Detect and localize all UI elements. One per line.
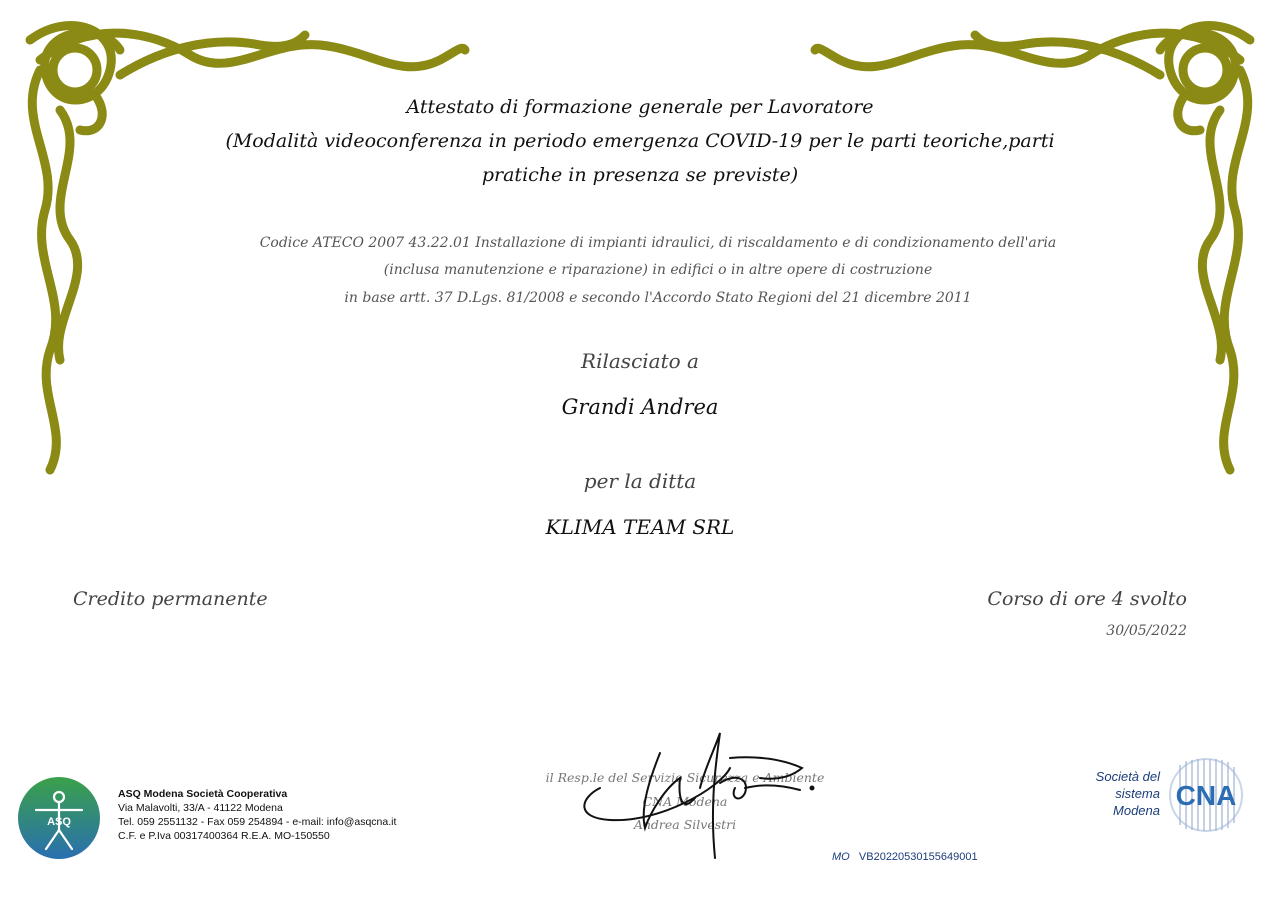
issuer-address: Via Malavolti, 33/A - 41122 Modena (118, 802, 283, 814)
company-name: KLIMA TEAM SRL (545, 515, 735, 539)
cna-line-3: Modena (1113, 803, 1160, 818)
issue-date: 30/05/2022 (1106, 623, 1187, 639)
certificate-title-line-3: pratiche in presenza se previste) (481, 164, 799, 186)
certificate-title-line-2: (Modalità videoconferenza in periodo emergenza COVID-19 per le parti teoriche,parti (225, 130, 1055, 152)
signer-organization: CNA Modena (642, 794, 728, 809)
signer-role: il Resp.le del Servizio Sicurezza e Ambiente (545, 770, 825, 785)
issuer-info (118, 787, 396, 843)
document-code-value: VB20220530155649001 (858, 851, 978, 863)
asq-logo-text: ASQ (47, 816, 71, 828)
certificate-title-line-1: Attestato di formazione generale per Lavoratore (406, 96, 874, 118)
company-label: per la ditta (583, 469, 697, 493)
issuer-name: ASQ Modena Società Cooperativa (118, 788, 288, 800)
cna-line-1: Società del (1095, 769, 1160, 784)
cna-text (1040, 768, 1160, 819)
ateco-line-3: in base artt. 37 D.Lgs. 81/2008 e secondo l'Accordo Stato Regioni del 21 dicembre 2011 (344, 290, 972, 306)
cna-line-2: sistema (1115, 786, 1160, 801)
cna-logo-text: CNA (1175, 780, 1237, 811)
course-hours: Corso di ore 4 svolto (987, 588, 1187, 610)
cna-logo-icon (1166, 755, 1246, 835)
recipient-name: Grandi Andrea (561, 395, 719, 419)
ateco-line-1: Codice ATECO 2007 43.22.01 Installazione di impianti idraulici, di riscaldamento e di condizionamento dell'aria (259, 235, 1057, 251)
signature-icon (570, 728, 820, 863)
asq-logo-icon (16, 775, 102, 861)
issuer-fiscal: C.F. e P.Iva 00317400364 R.E.A. MO-150550 (118, 830, 330, 842)
issuer-contacts: Tel. 059 2551132 - Fax 059 254894 - e-mail: info@asqcna.it (118, 816, 397, 828)
document-code-prefix: MO (832, 851, 850, 863)
document-code (832, 851, 978, 863)
ateco-line-2: (inclusa manutenzione e riparazione) in edifici o in altre opere di costruzione (383, 262, 933, 278)
signer-name: Andrea Silvestri (633, 817, 737, 832)
credit-label: Credito permanente (73, 588, 268, 610)
issued-to-label: Rilasciato a (581, 349, 699, 373)
